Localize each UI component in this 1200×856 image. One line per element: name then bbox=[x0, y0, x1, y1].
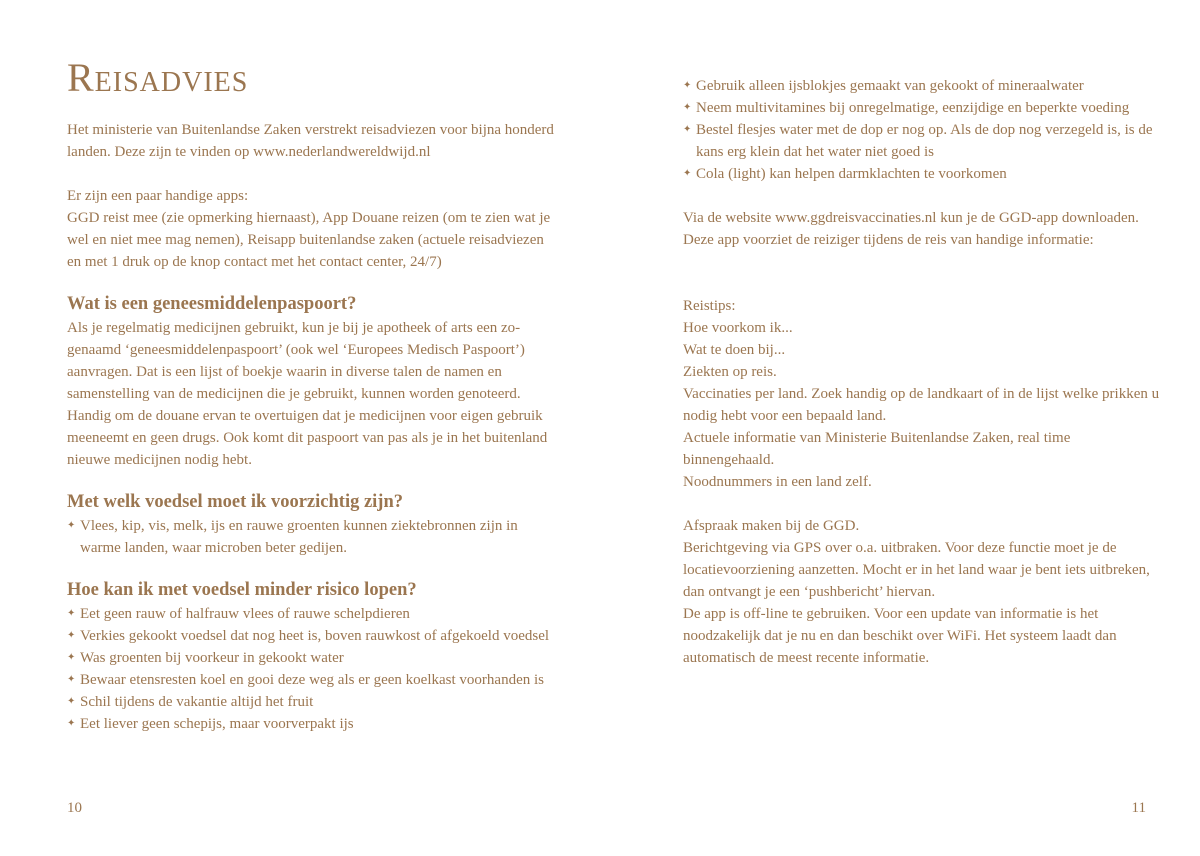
feature-line: Afspraak maken bij de GGD. bbox=[683, 518, 860, 534]
list-item: ✦ Neem multivitamines bij onregelmatige, eenzijdige en beperkte voeding bbox=[683, 97, 1163, 119]
feature-line: De app is off-line te gebruiken. Voor een update van informatie is het noodzakelijk dat je nu en dan beschikt over WiFi. Het systeem laadt dan automatisch de meest recente informatie. bbox=[683, 606, 1117, 666]
food-risk-list bbox=[67, 603, 557, 735]
reistips-line: Wat te doen bij... bbox=[683, 342, 786, 358]
reistips-line: Noodnummers in een land zelf. bbox=[683, 474, 872, 490]
bullet-icon: ✦ bbox=[683, 124, 692, 135]
bullet-icon: ✦ bbox=[67, 630, 76, 641]
section-heading-food-risk: Hoe kan ik met voedsel minder risico lopen? bbox=[67, 580, 417, 600]
section-heading-passport: Wat is een geneesmiddelenpaspoort? bbox=[67, 294, 357, 314]
bullet-icon: ✦ bbox=[67, 718, 76, 729]
bullet-icon: ✦ bbox=[67, 608, 76, 619]
bullet-icon: ✦ bbox=[683, 80, 692, 91]
page-number-right: 11 bbox=[1131, 800, 1146, 816]
reistips-line: Actuele informatie van Ministerie Buitenlandse Zaken, real time binnengehaald. bbox=[683, 430, 1071, 468]
page-title: Reisadvies bbox=[67, 55, 249, 100]
section-heading-food-caution: Met welk voedsel moet ik voorzichtig zijn? bbox=[67, 492, 404, 512]
list-item: ✦ Was groenten bij voorkeur in gekookt water bbox=[67, 647, 557, 669]
bullet-icon: ✦ bbox=[67, 674, 76, 685]
apps-intro: Er zijn een paar handige apps: bbox=[67, 188, 249, 204]
list-item: ✦ Vlees, kip, vis, melk, ijs en rauwe groenten kunnen ziektebronnen zijn in warme landen, waar microben beter gedijen. bbox=[67, 515, 557, 559]
apps-paragraph: GGD reist mee (zie opmerking hiernaast), App Douane reizen (om te zien wat je wel en niet mee mag nemen), Reisapp buitenlandse zaken (actuele reisadviezen en met 1 druk op de knop contact met het contact center, 24/7) bbox=[67, 210, 551, 270]
list-item: ✦ Bestel flesjes water met de dop er nog op. Als de dop nog verzegeld is, is de kans erg klein dat het water niet goed is bbox=[683, 119, 1163, 163]
bullet-icon: ✦ bbox=[683, 102, 692, 113]
passport-paragraph: Als je regelmatig medicijnen gebruikt, kun je bij je apotheek of arts een zo-genaamd ‘geneesmiddelenpaspoort’ (ook wel ‘Europees Medisch Paspoort’) aanvragen. Dat is een lijst of boekje waarin in diverse talen de namen en samenstelling van de medicijnen die je gebruikt, kunnen worden genoteerd. Handig om de douane ervan te overtuigen dat je medicijnen voor eigen gebruik meeneemt en geen drugs. Ook komt dit paspoort van pas als je in het buitenland nieuwe medicijnen nodig hebt. bbox=[67, 320, 548, 468]
right-page bbox=[683, 0, 1163, 856]
list-item: ✦ Eet liever geen schepijs, maar voorverpakt ijs bbox=[67, 713, 557, 735]
list-item: ✦ Bewaar etensresten koel en gooi deze weg als er geen koelkast voorhanden is bbox=[67, 669, 557, 691]
list-item: ✦ Schil tijdens de vakantie altijd het fruit bbox=[67, 691, 557, 713]
food-risk-list-continued bbox=[683, 75, 1163, 185]
bullet-icon: ✦ bbox=[67, 696, 76, 707]
bullet-icon: ✦ bbox=[683, 168, 692, 179]
food-caution-list bbox=[67, 515, 557, 559]
feature-line: Berichtgeving via GPS over o.a. uitbraken. Voor deze functie moet je de locatievoorziening aanzetten. Mocht er in het land waar je bent iets uitbreken, dan ontvangt je een ‘pushbericht’ hiervan. bbox=[683, 540, 1150, 600]
page-number-left: 10 bbox=[67, 800, 82, 816]
list-item: ✦ Gebruik alleen ijsblokjes gemaakt van gekookt of mineraalwater bbox=[683, 75, 1163, 97]
bullet-icon: ✦ bbox=[67, 520, 76, 531]
reistips-block bbox=[683, 295, 1163, 493]
intro-paragraph: Het ministerie van Buitenlandse Zaken verstrekt reisadviezen voor bijna honderd landen. Deze zijn te vinden op www.nederlandwereldwijd.nl bbox=[67, 122, 554, 160]
bullet-icon: ✦ bbox=[67, 652, 76, 663]
reistips-line: Ziekten op reis. bbox=[683, 364, 777, 380]
list-item: ✦ Verkies gekookt voedsel dat nog heet is, boven rauwkost of afgekoeld voedsel bbox=[67, 625, 557, 647]
reistips-line: Vaccinaties per land. Zoek handig op de landkaart of in de lijst welke prikken u nodig hebt voor een bepaald land. bbox=[683, 386, 1160, 424]
reistips-line: Reistips: bbox=[683, 298, 736, 314]
left-page bbox=[67, 0, 557, 856]
list-item: ✦ Cola (light) kan helpen darmklachten te voorkomen bbox=[683, 163, 1163, 185]
list-item: ✦ Eet geen rauw of halfrauw vlees of rauwe schelpdieren bbox=[67, 603, 557, 625]
ggd-app-paragraph: Via de website www.ggdreisvaccinaties.nl kun je de GGD-app downloaden. Deze app voorziet de reiziger tijdens de reis van handige informatie: bbox=[683, 210, 1139, 248]
reistips-line: Hoe voorkom ik... bbox=[683, 320, 793, 336]
app-features-block bbox=[683, 515, 1163, 669]
